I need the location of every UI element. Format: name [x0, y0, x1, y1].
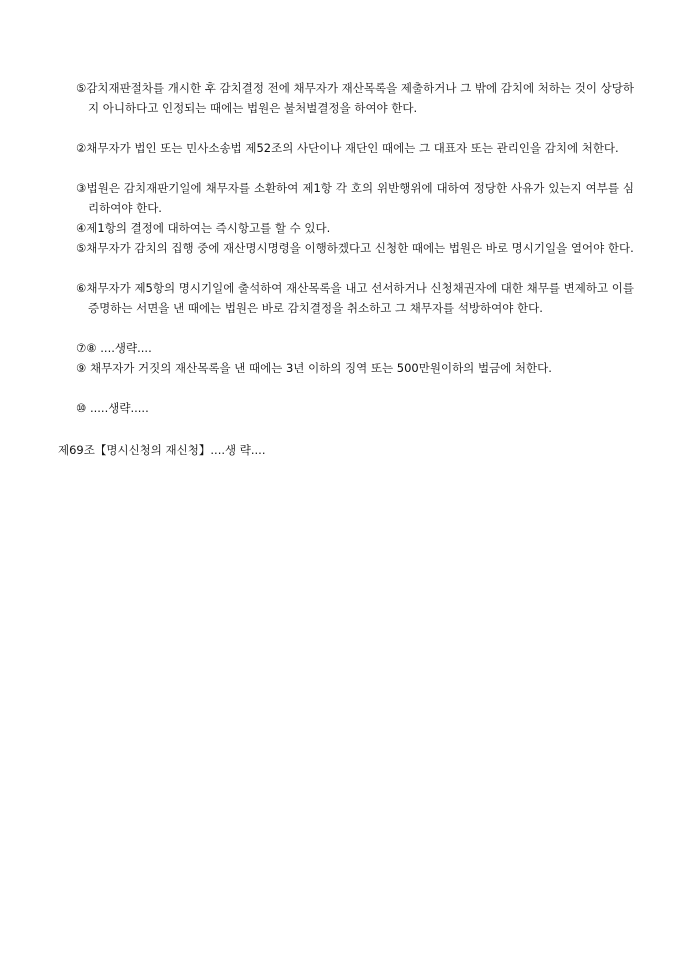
paragraph-7-8-omitted: ⑦⑧ ....생략.... [76, 341, 152, 355]
paragraph-6-release: ⑥채무자가 제5항의 명시기일에 출석하여 재산목록을 내고 선서하거나 신청채권자에 대한 채무를 변제하고 이를 증명하는 서면을 낸 때에는 법원은 바로 감치결정을 취소하고 그 채무자를 석방하여야 한다. [76, 281, 634, 315]
paragraph-5-nonpunishment: ⑤감치재판절차를 개시한 후 감치결정 전에 채무자가 재산목록을 제출하거나 그 밖에 감치에 처하는 것이 상당하지 아니하다고 인정되는 때에는 법원은 불처벌결정을 하여야 한다. [76, 81, 634, 115]
paragraph-4-appeal: ④제1항의 결정에 대하여는 즉시항고를 할 수 있다. [76, 221, 331, 235]
article-69-heading: 제69조【명시신청의 재신청】....생 략.... [58, 443, 266, 457]
paragraph-2-corporate-debtor: ②채무자가 법인 또는 민사소송법 제52조의 사단이나 재단인 때에는 그 대표자 또는 관리인을 감치에 처한다. [76, 141, 619, 155]
paragraph-10-omitted: ⑩ .....생략..... [76, 401, 149, 415]
paragraph-9-penalty: ⑨ 채무자가 거짓의 재산목록을 낸 때에는 3년 이하의 징역 또는 500만원이하의 벌금에 처한다. [76, 361, 552, 375]
paragraph-3-hearing: ③법원은 감치재판기일에 채무자를 소환하여 제1항 각 호의 위반행위에 대하여 정당한 사유가 있는지 여부를 심리하여야 한다. [76, 181, 634, 215]
paragraph-5-disclosure-date: ⑤채무자가 감치의 집행 중에 재산명시명령을 이행하겠다고 신청한 때에는 법원은 바로 명시기일을 열어야 한다. [76, 241, 634, 255]
